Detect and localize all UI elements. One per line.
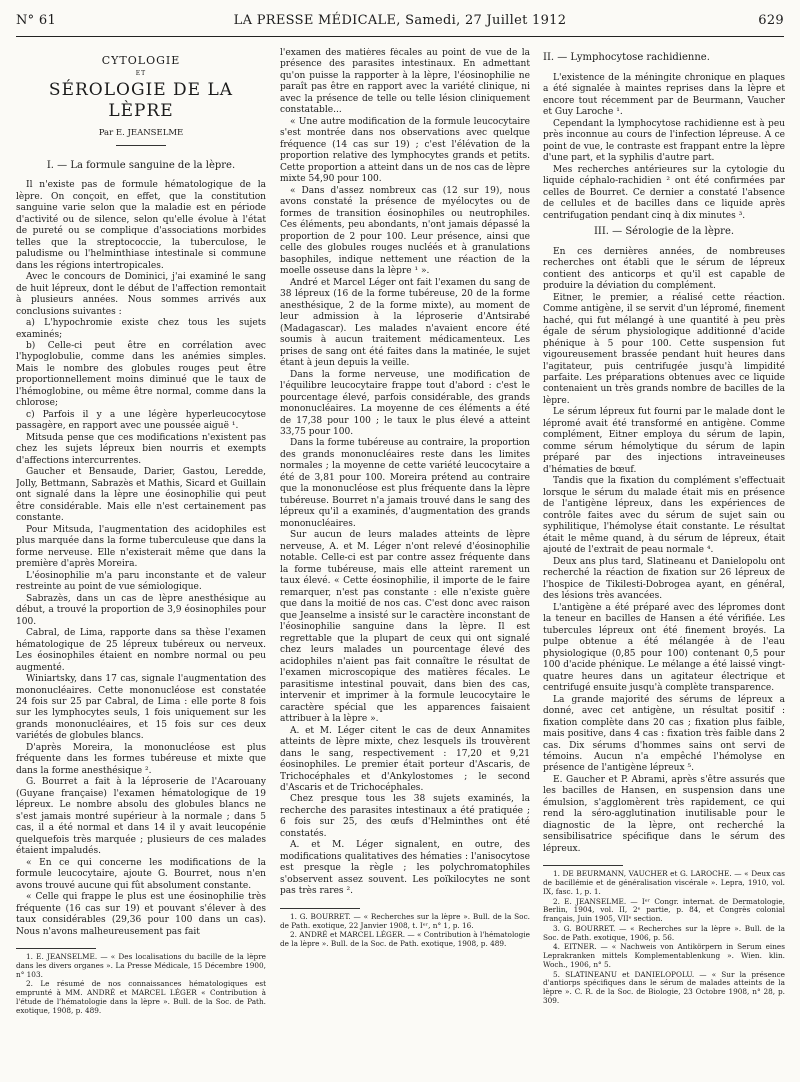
footnote: 2. E. JEANSELME. — Iᵉʳ Congr. internat. de Dermatologie, Berlin, 1904, vol. II, 2ᵉ partie, p. 84, et Congrès colonial français, Juin 1905, VIIᵉ section. (543, 896, 785, 924)
paragraph: a) L'hypochromie existe chez tous les sujets examinés; (16, 318, 266, 340)
paragraph: A. et M. Léger citent le cas de deux Annamites atteints de lèpre mixte, chez lesquels ils trouvèrent dans le sang, respectivement : 17,20 et 9,21 éosinophiles. Le premier était porteur d'Ascaris, de Trichocéphales et d'Ankylostomes ; le second d'Ascaris et de Trichocéphales. (280, 725, 530, 793)
paragraph: « Celle qui frappe le plus est une éosinophilie très fréquente (16 cas sur 19) et pouvant s'élever à des taux considérables (29,36 pour 100 dans un cas). Nous n'avons malheureusement pas fait (16, 892, 266, 937)
footnote: 1. DE BEURMANN, VAUCHER et G. LAROCHE. — « Deux cas de bacillémie et de généralisation viscérale ». Lepra, 1910, vol. IX, fasc. 1, p. 1. (543, 869, 785, 896)
footnote: 1. E. JEANSELME. — « Des localisations du bacille de la lèpre dans les divers organes ». La Presse Médicale, 15 Décembre 1900, n° 103. (16, 952, 266, 979)
footnote: 5. SLATINEANU et DANIELOPOLU. — « Sur la présence d'antiorps spécifiques dans le sérum de malades atteints de la lèpre ». C. R. de la Soc. de Biologie, 23 Octobre 1908, n° 28, p. 309. (543, 969, 785, 1005)
column-2 (280, 48, 530, 1078)
issue-number: N° 61 (16, 13, 57, 28)
footnote: 2. ANDRÉ et MARCEL LÉGER. — « Contribution à l'hématologie de la lèpre ». Bull. de la Soc. de Path. exotique, 1908, p. 489. (280, 930, 530, 949)
paragraph: Pour Mitsuda, l'augmentation des acidophiles est plus marquée dans la forme tuberculeuse que dans la forme nerveuse. Elle n'existerait même que dans la première d'après Moreira. (16, 524, 266, 570)
paragraph: Sabrazès, dans un cas de lèpre anesthésique au début, a trouvé la proportion de 3,9 éosinophiles pour 100. (16, 593, 266, 627)
paragraph: L'antigène a été préparé avec des lépromes dont la teneur en bacilles de Hansen a été vérifiée. Les tubercules lépreux ont été finement broyés. La pulpe obtenue a été mélangée à de l'eau physiologique (0,85 pour 100) contenant 0,5 pour 100 d'acide phénique. Le mélange a été laissé vingt-quatre heures dans un agitateur électrique et centrifugé ensuite jusqu'à complète transparence. (543, 602, 785, 694)
paragraph: D'après Moreira, la mononucléose est plus fréquente dans les formes tubéreuse et mixte que dans la forme anesthésique ². (16, 742, 266, 776)
section-heading: I. — La formule sanguine de la lèpre. (46, 159, 236, 171)
footnote-rule (543, 865, 623, 866)
paragraph: André et Marcel Léger ont fait l'examen du sang de 38 lépreux (16 de la forme tubéreuse, 20 de la forme anesthésique, 2 de la forme mixte), au moment de leur admission à la léproserie d'Antsirabé (Madagascar). Les malades n'avaient encore été soumis à aucun traitement médicamenteux. Les prises de sang ont été faites dans la matinée, le sujet étant à jeun depuis la veille. (280, 277, 530, 369)
footnote-rule (280, 908, 360, 909)
paragraph: Le sérum lépreux fut fourni par le malade dont le lépromé avait été transformé en antigène. Comme complément, Eitner employa du sérum de lapin, comme sérum hémolytique du sérum de lapin préparé par des injections intraveineuses d'hématies de bœuf. (543, 407, 785, 475)
paragraph: Eitner, le premier, a réalisé cette réaction. Comme antigène, il se servit d'un lépromé, finement haché, qui fut mélangé à une quantité à peu près égale de sérum physiologique additionné d'acide phénique à 5 pour 100. Cette suspension fut vigoureusement brassée pendant huit heures dans l'agitateur, puis centrifugée jusqu'à limpidité parfaite. Les préparations obtenues avec ce liquide contenaient un très grands nombre de bacilles de la lèpre. (543, 292, 785, 406)
paragraph: Gaucher et Bensaude, Darier, Gastou, Leredde, Jolly, Bettmann, Sabrazès et Mathis, Sicard et Guillain ont signalé dans la lèpre une éosinophilie qui peut être considérable. Mais elle n'est certainement pas constante. (16, 467, 266, 524)
paragraph: Il n'existe pas de formule hématologique de la lèpre. On conçoit, en effet, que la constitution sanguine varie selon que la maladie est en période d'activité ou de silence, selon qu'elle évolue à l'état de pureté ou se complique d'associations morbides telles que la streptococcie, la tuberculose, le paludisme ou l'helminthiase intestinale si commune dans les régions intertropicales. (16, 180, 266, 271)
paragraph: « Dans d'assez nombreux cas (12 sur 19), nous avons constaté la présence de myélocytes ou de formes de transition éosinophiles ou neutrophiles. Ces éléments, peu abondants, n'ont jamais dépassé la proportion de 2 pour 100. Leur présence, ainsi que celle des globules rouges nucléés et à granulations basophiles, indique nettement une réaction de la moelle osseuse dans la lèpre ¹ ». (280, 185, 530, 277)
paragraph: « En ce qui concerne les modifications de la formule leucocytaire, ajoute G. Bourret, nous n'en avons trouvé aucune qui fût absolument constante. (16, 857, 266, 891)
article-byline: Par E. JEANSELME (98, 127, 184, 138)
column-1 (16, 48, 266, 1078)
page-number: 629 (758, 13, 784, 28)
paragraph: Deux ans plus tard, Slatineanu et Danielopolu ont recherché la réaction de fixation sur 26 lépreux de l'hospice de Tikilesti-Dobrogea ayant, en général, des lésions très avancées. (543, 556, 785, 602)
footnote-rule (16, 948, 96, 949)
title-rule (116, 145, 166, 146)
paragraph: Dans la forme tubéreuse au contraire, la proportion des grands mononucléaires reste dans les limites normales ; la moyenne de cette variété leucocytaire a été de 3,81 pour 100. Moreira prétend au contraire que la mononucléose est plus fréquente dans la lèpre tubéreuse. Bourret n'a jamais trouvé dans le sang des lépreux qu'il a examinés, d'augmentation des grands mononucléaires. (280, 438, 530, 529)
paragraph: A. et M. Léger signalent, en outre, des modifications qualitatives des hématies : l'anisocytose est presque la règle ; les polychromatophiles s'observent assez souvent. Les poïkilocytes ne sont pas très rares ². (280, 840, 530, 897)
paragraph: La grande majorité des sérums de lépreux a donné, avec cet antigène, un résultat positif : fixation complète dans 20 cas ; fixation plus faible, mais positive, dans 4 cas : fixation très faible dans 2 cas. Dix sérums d'hommes sains ont servi de témoins. Aucun n'a empêché l'hémolyse en présence de l'antigène lépreux ⁵. (543, 694, 785, 774)
article-title: SÉROLOGIE DE LA LÈPRE (48, 79, 234, 122)
footnote: 3. G. BOURRET. — « Recherches sur la lèpre ». Bull. de la Soc. de Path. exotique, 1906, p. 56. (543, 923, 785, 942)
section-heading: II. — Lymphocytose rachidienne. (543, 52, 710, 63)
paragraph: Sur aucun de leurs malades atteints de lèpre nerveuse, A. et M. Léger n'ont relevé d'éosinophilie notable. Celle-ci est par contre assez fréquente dans la forme tubéreuse, mais elle atteint rarement un taux élevé. « Cette éosinophilie, il importe de le faire remarquer, n'est pas constante : elle n'existe guère que dans la moitié de nos cas. C'est donc avec raison que Jeanselme a insisté sur le caractère inconstant de l'éosinophilie sanguine dans la lèpre. Il est regrettable que la plupart de ceux qui ont signalé chez leurs malades un pourcentage élevé des acidophiles n'aient pas fait connaître le résultat de l'examen microscopique des matières fécales. Le parasitisme intestinal pouvait, dans bien des cas, intervenir et imprimer à la formule leucocytaire le caractère spécial que les apparences faisaient attribuer à la lèpre ». (280, 530, 530, 725)
running-head (16, 13, 784, 33)
paragraph: Mitsuda pense que ces modifications n'existent pas chez les sujets lépreux bien nourris et exempts d'affections intercurrentes. (16, 432, 266, 466)
paragraph: Tandis que la fixation du complément s'effectuait lorsque le sérum du malade était mis en présence de l'antigène lépreux, dans les expériences de contrôle faites avec du sérum de sujet sain ou syphilitique, l'hémolyse était constante. Le résultat était le même quand, à du sérum de lépreux, était ajouté de l'extrait de peau normale ⁴. (543, 476, 785, 556)
column-3 (543, 48, 785, 1078)
paragraph: L'existence de la méningite chronique en plaques a été signalée à maintes reprises dans la lèpre et encore tout récemment par de Beurmann, Vaucher et Guy Laroche ¹. (543, 72, 785, 118)
header-rule (16, 36, 784, 37)
section-heading: III. — Sérologie de la lèpre. (593, 225, 735, 237)
paragraph: Mes recherches antérieures sur la cytologie du liquide céphalo-rachidien ² ont été confirmées par celles de Bourret. Ce dernier a constaté l'absence de cellules et de bacilles dans ce liquide après centrifugation pendant cinq à dix minutes ³. (543, 164, 785, 221)
journal-title: LA PRESSE MÉDICALE, Samedi, 27 Juillet 1912 (233, 13, 567, 28)
paragraph: L'éosinophilie m'a paru inconstante et de valeur restreinte au point de vue sémiologique. (16, 570, 266, 593)
paragraph: E. Gaucher et P. Abrami, après s'être assurés que les bacilles de Hansen, en suspension dans une émulsion, s'agglomèrent très rapidement, ce qui rend la séro-agglutination inutilisable pour le diagnostic de la lèpre, ont recherché la sensibilisatrice spécifique dans le sérum des lépreux. (543, 774, 785, 854)
footnote: 1. G. BOURRET. — « Recherches sur la lèpre ». Bull. de la Soc. de Path. exotique, 22 Janvier 1908, t. Iᵉʳ, n° 1, p. 16. (280, 911, 530, 930)
article-kicker: CYTOLOGIE (101, 54, 181, 67)
article-conjunction: ET (135, 69, 147, 77)
paragraph: Winiartsky, dans 17 cas, signale l'augmentation des mononucléaires. Cette mononucléose est constatée 24 fois sur 25 par Cabral, de Lima : elle porte 8 fois sur les lymphocytes seuls, 1 fois uniquement sur les grands mononucléaires, et 15 fois sur ces deux variétés de globules blancs. (16, 674, 266, 742)
paragraph: Chez presque tous les 38 sujets examinés, la recherche des parasites intestinaux a été pratiquée ; 6 fois sur 25, des œufs d'Helminthes ont été constatés. (280, 794, 530, 839)
footnote: 4. EITNER. — « Nachweis von Antikörpern in Serum eines Leprakranken mittels Komplementablenkung ». Wien. klin. Woch., 1906, n° 5. (543, 942, 785, 969)
paragraph: En ces dernières années, de nombreuses recherches ont établi que le sérum de lépreux contient des anticorps et qu'il est capable de produire la déviation du complément. (543, 246, 785, 292)
footnote: 2. Le résumé de nos connaissances hématologiques est emprunté à MM. ANDRÉ et MARCEL LÉGER « Contribution à l'étude de l'hématologie dans la lèpre ». Bull. de la Soc. de Path. exotique, 1908, p. 489. (16, 979, 266, 1015)
paragraph: c) Parfois il y a une légère hyperleucocytose passagère, en rapport avec une poussée aiguë ¹. (16, 409, 266, 432)
paragraph: « Une autre modification de la formule leucocytaire s'est montrée dans nos observations avec quelque fréquence (14 cas sur 19) ; c'est l'élévation de la proportion relative des lymphocytes grands et petits. Cette proportion a atteint dans un de nos cas de lèpre mixte 54,90 pour 100. (280, 116, 530, 185)
paragraph: Cabral, de Lima, rapporte dans sa thèse l'examen hématologique de 25 lépreux tubéreux ou nerveux. Les éosinophiles étaient en nombre normal ou peu augmenté. (16, 628, 266, 673)
paragraph: G. Bourret a fait à la léproserie de l'Acarouany (Guyane française) l'examen hématologique de 19 lépreux. Le nombre absolu des globules blancs ne s'est jamais montré supérieur à la normale ; dans 5 cas, il a été normal et dans 14 il y avait leucopénie quelquefois très marquée ; plusieurs de ces malades étaient impaludés. (16, 777, 266, 857)
paragraph: Avec le concours de Dominici, j'ai examiné le sang de huit lépreux, dont le début de l'affection remontait à plusieurs années. Nous sommes arrivés aux conclusions suivantes : (16, 272, 266, 317)
paragraph: Cependant la lymphocytose rachidienne est à peu près inconnue au cours de l'infection lépreuse. A ce point de vue, le contraste est frappant entre la lèpre d'une part, et la syphilis d'autre part. (543, 118, 785, 164)
paragraph: b) Celle-ci peut être en corrélation avec l'hypoglobulie, comme dans les anémies simples. Mais le nombre des globules rouges peut être proportionnellement moins diminué que le taux de l'hémoglobine, ou même être normal, comme dans la chlorose; (16, 340, 266, 409)
paragraph: Dans la forme nerveuse, une modification de l'équilibre leucocytaire frappe tout d'abord : c'est le pourcentage élevé, parfois considérable, des grands mononucléaires. La moyenne de ces éléments a été de 17,38 pour 100 ; le taux le plus élevé a atteint 33,75 pour 100. (280, 369, 530, 437)
paragraph: l'examen des matières fécales au point de vue de la présence des parasites intestinaux. En admettant qu'on puisse la rapporter à la lèpre, l'éosinophilie ne paraît pas être en rapport avec la variété clinique, ni avec la présence de telle ou telle lésion cliniquement constatable... (280, 48, 530, 116)
